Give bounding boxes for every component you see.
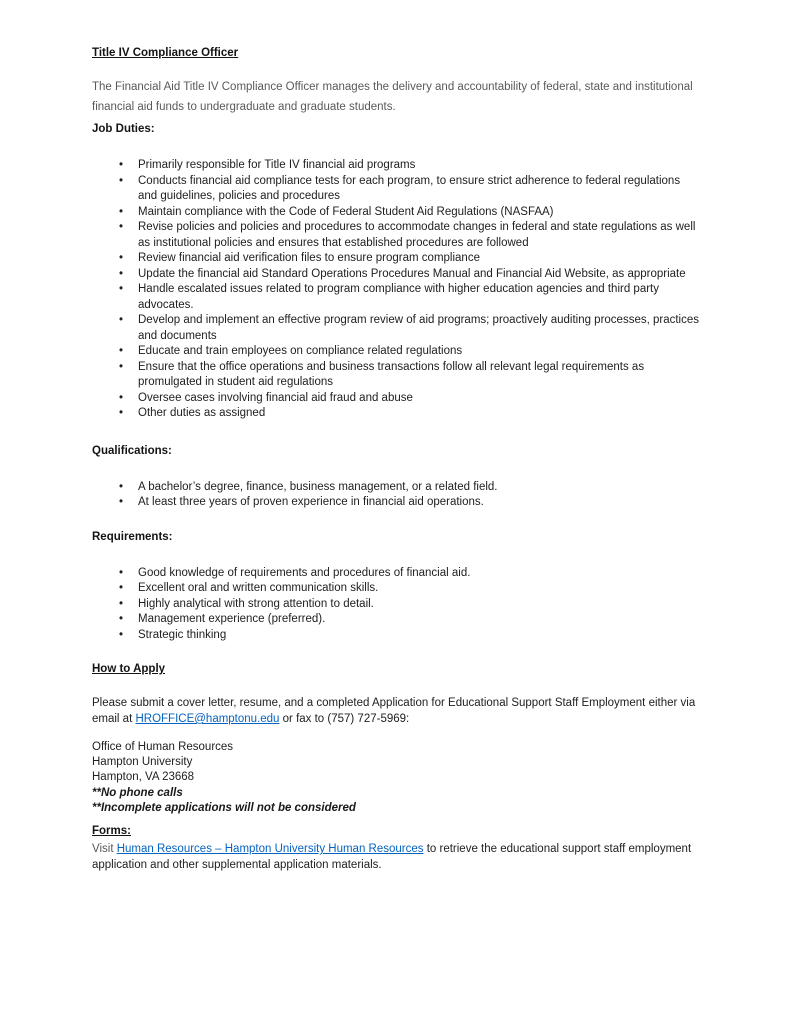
requirement-item: • Good knowledge of requirements and procedures of financial aid. <box>138 566 701 582</box>
apply-paragraph <box>92 695 701 727</box>
section-heading-forms: Forms: <box>92 825 131 838</box>
application-notes <box>92 786 701 816</box>
address-line: Hampton, VA 23668 <box>92 771 195 784</box>
job-duty-item: • Handle escalated issues related to program compliance with higher education agencies and third party advocates. <box>138 282 701 313</box>
address-lines <box>92 740 701 786</box>
job-duty-item: • Develop and implement an effective program review of aid programs; proactively auditing processes, practices and documents <box>138 313 701 344</box>
note-line: **Incomplete applications will not be considered <box>92 801 356 814</box>
email-link[interactable]: HROFFICE@hamptonu.edu <box>135 713 280 725</box>
page-title: Title IV Compliance Officer <box>92 47 239 59</box>
section-heading-qualifications: Qualifications: <box>92 444 172 457</box>
forms-paragraph <box>92 841 701 873</box>
qualification-item: • A bachelor’s degree, finance, business management, or a related field. <box>138 480 701 496</box>
requirement-item: • Excellent oral and written communication skills. <box>138 581 701 597</box>
requirements-list <box>92 566 701 644</box>
requirement-item: • Highly analytical with strong attention to detail. <box>138 597 701 613</box>
intro-paragraph: The Financial Aid Title IV Compliance Officer manages the delivery and accountability of federal, state and institutional financial aid funds to undergraduate and graduate students. <box>92 81 693 113</box>
job-duty-item: • Revise policies and policies and procedures to accommodate changes in federal and state regulations as well as institutional policies and ensures that established procedures are followed <box>138 220 701 251</box>
job-duty-item: • Educate and train employees on compliance related regulations <box>138 344 701 360</box>
section-heading-job-duties: Job Duties: <box>92 123 155 135</box>
qualification-item: • At least three years of proven experience in financial aid operations. <box>138 495 701 511</box>
forms-text-before-link: Visit <box>92 843 117 856</box>
forms-text-after-link: to retrieve the educational support staff employment application and other supplemental application materials. <box>92 843 692 872</box>
job-duty-item: • Ensure that the office operations and business transactions follow all relevant legal requirements as promulgated in student aid regulations <box>138 360 701 391</box>
hr-forms-link[interactable]: Human Resources – Hampton University Human Resources <box>116 843 424 856</box>
note-line: **No phone calls <box>92 786 183 799</box>
requirement-item: • Strategic thinking <box>138 628 701 644</box>
job-duty-item: • Oversee cases involving financial aid fraud and abuse <box>138 391 701 407</box>
job-duty-item: • Maintain compliance with the Code of Federal Student Aid Regulations (NASFAA) <box>138 205 701 221</box>
qualifications-list <box>92 480 701 511</box>
job-duty-item: • Review financial aid verification files to ensure program compliance <box>138 251 701 267</box>
address-line: Hampton University <box>92 756 193 769</box>
requirement-item: • Management experience (preferred). <box>138 612 701 628</box>
apply-text-after-email: or fax to (757) 727-5969: <box>279 713 410 725</box>
job-duty-item: • Primarily responsible for Title IV financial aid programs <box>138 158 701 174</box>
apply-text-before-email: Please submit a cover letter, resume, and a completed Application for Educational Support Staff Employment either via email at <box>92 697 696 725</box>
section-heading-how-to-apply: How to Apply <box>92 663 166 675</box>
section-heading-requirements: Requirements: <box>92 530 173 543</box>
job-duty-item: • Update the financial aid Standard Operations Procedures Manual and Financial Aid Website, as appropriate <box>138 267 701 283</box>
address-block <box>92 740 701 816</box>
address-line: Office of Human Resources <box>92 741 234 753</box>
job-duty-item: • Conducts financial aid compliance tests for each program, to ensure strict adherence to federal regulations and guidelines, policies and procedures <box>138 174 701 205</box>
job-duties-list <box>92 158 701 422</box>
job-duty-item: • Other duties as assigned <box>138 406 701 422</box>
